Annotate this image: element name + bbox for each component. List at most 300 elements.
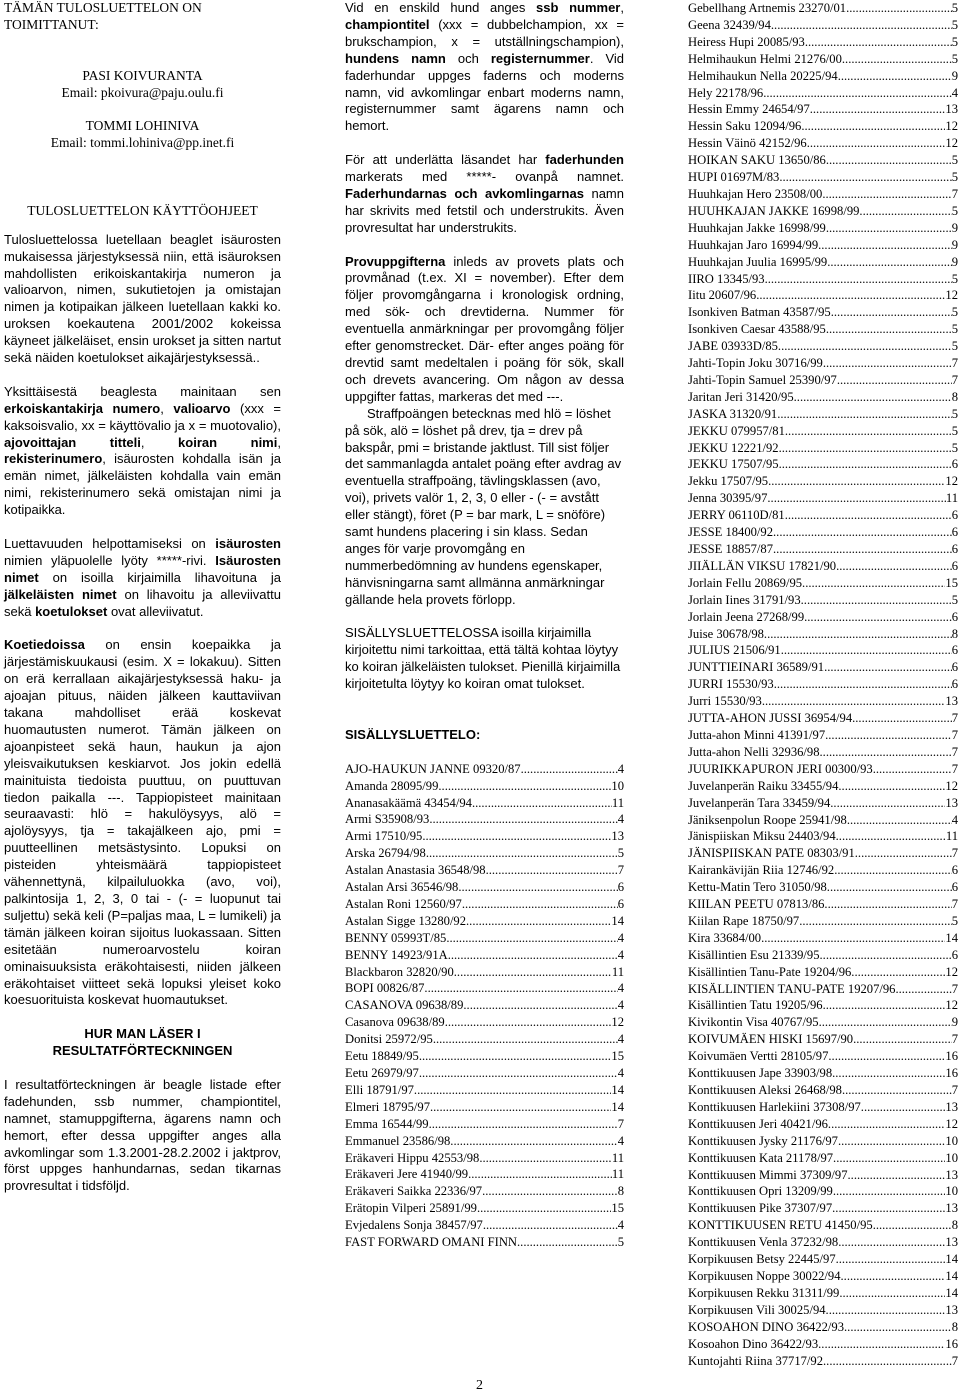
toc-entry[interactable]	[688, 118, 958, 135]
toc-entry-name: JIIÄLLÄN VIKSU 17821/90	[688, 558, 837, 573]
toc-entry-page: 14	[945, 1252, 958, 1267]
toc-entry[interactable]	[688, 1217, 958, 1234]
toc-entry-name: Ananasakäämä 43454/94	[345, 795, 472, 810]
toc-entry-name: Korpikuusen Noppe 30022/94	[688, 1268, 841, 1283]
toc-leader-dots	[818, 237, 952, 254]
toc-entry-name: Eräkaveri Jere 41940/99	[345, 1167, 469, 1182]
toc-entry[interactable]	[345, 1200, 624, 1217]
toc-entry[interactable]	[688, 169, 958, 186]
toc-entry[interactable]	[688, 541, 958, 558]
toc-entry-page: 15	[611, 1201, 624, 1216]
toc-entry[interactable]	[688, 152, 958, 169]
toc-entry-name: Jahti-Topin Samuel 25390/97	[688, 372, 837, 387]
toc-entry-name: Konttikuusen Jape 33903/98	[688, 1066, 833, 1081]
toc-entry-page: 6	[951, 947, 958, 962]
toc-entry-name: BOPI 00826/87	[345, 981, 425, 996]
toc-entry-page: 7	[951, 981, 958, 996]
text-run-bold: Faderhundarnas och avkomlingarnas	[345, 185, 584, 201]
toc-entry-name: KIILAN PEETU 07813/86	[688, 897, 825, 912]
toc-entry-page: 5	[951, 913, 958, 928]
toc-leader-dots	[838, 778, 945, 795]
toc-entry-page: 5	[951, 305, 958, 320]
toc-entry-name: Iitu 20607/96	[688, 288, 757, 303]
toc-entry-name: JUNTTIEINARI 36589/91	[688, 660, 825, 675]
text-run: on isoilla kirjaimilla lihavoituna ja	[38, 569, 281, 585]
toc-entry[interactable]	[688, 271, 958, 288]
toc-entry-name: Korpikuusen Rekku 31311/99	[688, 1285, 840, 1300]
toc-entry-name: JUTTA-AHON JUSSI 36954/94	[688, 711, 853, 726]
toc-entry-name: Konttikuusen Jysky 21176/97	[688, 1133, 838, 1148]
toc-entry-page: 9	[951, 68, 958, 83]
toc-entry-page: 8	[951, 1218, 958, 1233]
toc-entry-name: Astalan Arsi 36546/98	[345, 880, 459, 895]
text-run-bold: ssb nummer	[536, 0, 621, 15]
editor2-name: TOMMI LOHINIVA	[85, 118, 200, 134]
toc-entry[interactable]	[688, 51, 958, 68]
toc-entry-name: Eetu 18849/95	[345, 1049, 419, 1064]
toc-entry[interactable]	[688, 220, 958, 237]
guide-paragraph-3	[4, 536, 281, 621]
toc-entry[interactable]	[688, 85, 958, 102]
toc-entry-page: 12	[945, 474, 958, 489]
toc-leader-dots	[419, 1065, 618, 1082]
toc-entry-name: Erätopin Vilperi 25891/99	[345, 1201, 477, 1216]
toc-entry[interactable]	[688, 68, 958, 85]
toc-leader-dots	[838, 1133, 945, 1150]
toc-entry-page: 10	[611, 778, 624, 793]
toc-entry-page: 7	[951, 727, 958, 742]
toc-entry-name: Korpikuusen Vili 30025/94	[688, 1302, 826, 1317]
toc-entry[interactable]	[688, 676, 958, 693]
toc-entry[interactable]	[345, 1048, 624, 1065]
toc-entry-name: Jutta-ahon Nelli 32936/98	[688, 744, 820, 759]
toc-leader-dots	[832, 1200, 945, 1217]
toc-leader-dots	[839, 1285, 945, 1302]
toc-entry-name: Helmihaukun Nella 20225/94	[688, 68, 838, 83]
toc-entry-name: JUURIKKAPURON JERI 00300/93	[688, 761, 873, 776]
toc-entry-name: Armi S35908/93	[345, 812, 430, 827]
text-run-bold: Provuppgifterna	[345, 253, 446, 269]
toc-entry[interactable]	[345, 997, 624, 1014]
text-run: (xxx = kaksoisvalio, xx = käyttövalio ja x = muotovalio),	[4, 400, 281, 433]
toc-entry[interactable]	[688, 558, 958, 575]
toc-entry[interactable]	[688, 1116, 958, 1133]
toc-entry-name: Armi 17510/95	[345, 829, 423, 844]
toc-entry[interactable]	[688, 524, 958, 541]
toc-entry-page: 11	[611, 964, 624, 979]
toc-entry-name: Huuhkajan Hero 23508/00	[688, 186, 823, 201]
toc-leader-dots	[483, 1217, 618, 1234]
toc-entry[interactable]	[688, 304, 958, 321]
toc-entry[interactable]	[688, 812, 958, 829]
toc-entry-page: 15	[611, 1049, 624, 1064]
toc-entry[interactable]	[688, 896, 958, 913]
toc-entry-name: JESSE 18400/92	[688, 525, 774, 540]
toc-entry[interactable]	[688, 997, 958, 1014]
toc-entry-page: 13	[945, 1167, 958, 1182]
toc-entry-page: 11	[611, 1150, 624, 1165]
toc-entry[interactable]	[688, 1099, 958, 1116]
toc-leader-dots	[422, 828, 611, 845]
toc-entry-page: 6	[951, 558, 958, 573]
toc-leader-dots	[777, 406, 951, 423]
toc-entry-name: Isonkiven Batman 43587/95	[688, 305, 831, 320]
toc-leader-dots	[823, 997, 946, 1014]
toc-entry-name: Jorlain Jeena 27268/99	[688, 609, 805, 624]
toc-entry[interactable]	[688, 473, 958, 490]
toc-entry[interactable]	[688, 456, 958, 473]
toc-entry[interactable]	[688, 693, 958, 710]
toc-entry[interactable]	[688, 1234, 958, 1251]
text-run-bold: koiran nimi	[178, 434, 278, 450]
toc-entry[interactable]	[345, 879, 624, 896]
toc-entry-page: 4	[617, 998, 624, 1013]
swedish-paragraph-3	[345, 152, 624, 237]
toc-entry-page: 5	[951, 322, 958, 337]
toc-entry-page: 13	[945, 1099, 958, 1114]
toc-entry-name: Emma 16544/99	[345, 1116, 429, 1131]
toc-entry[interactable]	[345, 980, 624, 997]
toc-entry[interactable]	[345, 761, 624, 778]
toc-entry[interactable]	[688, 879, 958, 896]
toc-entry[interactable]	[688, 1200, 958, 1217]
toc-entry-page: 4	[617, 947, 624, 962]
toc-leader-dots	[826, 1302, 946, 1319]
toc-leader-dots	[844, 1319, 952, 1336]
toc-entry[interactable]	[688, 642, 958, 659]
toc-entry-page: 10	[945, 1184, 958, 1199]
toc-entry[interactable]	[688, 659, 958, 676]
toc-entry-page: 7	[951, 1083, 958, 1097]
toc-entry[interactable]	[688, 34, 958, 51]
toc-entry[interactable]	[688, 1302, 958, 1319]
toc-entry-page: 6	[951, 457, 958, 472]
toc-entry[interactable]	[688, 1183, 958, 1200]
toc-entry-name: Helmihaukun Helmi 21276/00	[688, 51, 842, 66]
toc-entry-page: 4	[617, 930, 624, 945]
toc-entry-name: Astalan Roni 12560/97	[345, 896, 462, 911]
toc-entry[interactable]	[345, 1133, 624, 1150]
toc-entry[interactable]	[688, 1336, 958, 1353]
toc-entry-page: 5	[951, 203, 958, 218]
swedish-heading-line-2: RESULTATFÖRTECKNINGEN	[52, 1043, 233, 1059]
toc-entry-name: JESSE 18857/87	[688, 542, 774, 556]
toc-entry[interactable]	[345, 811, 624, 828]
toc-entry-page: 4	[951, 85, 958, 100]
toc-entry[interactable]	[688, 1353, 958, 1370]
toc-entry-name: Gebellhang Artnemis 23270/01	[688, 1, 847, 15]
toc-entry[interactable]	[688, 17, 958, 34]
toc-entry[interactable]	[688, 1133, 958, 1150]
toc-entry[interactable]	[688, 795, 958, 812]
toc-entry[interactable]	[345, 778, 624, 795]
toc-entry[interactable]	[345, 1183, 624, 1200]
toc-entry[interactable]	[688, 626, 958, 643]
toc-leader-dots	[810, 101, 946, 118]
toc-entry[interactable]	[688, 389, 958, 406]
toc-entry-page: 12	[945, 964, 958, 979]
toc-leader-dots	[824, 896, 951, 913]
toc-entry[interactable]	[345, 845, 624, 862]
toc-entry-page: 5	[951, 423, 958, 438]
toc-entry[interactable]	[688, 1082, 958, 1099]
toc-entry-name: JASKA 31320/91	[688, 406, 778, 421]
toc-entry-name: KOSOAHON DINO 36422/93	[688, 1319, 845, 1334]
text-run: ,	[277, 434, 281, 450]
toc-entry[interactable]	[688, 237, 958, 254]
toc-entry-name: Jorlain Fellu 20869/95	[688, 575, 803, 590]
toc-entry-page: 14	[945, 1268, 958, 1283]
toc-leader-dots	[419, 1048, 612, 1065]
toc-leader-dots	[468, 1166, 612, 1183]
toc-entry[interactable]	[345, 1150, 624, 1167]
toc-entry[interactable]	[688, 913, 958, 930]
toc-entry-name: AJO-HAUKUN JANNE 09320/87	[345, 761, 521, 776]
toc-entry-page: 7	[951, 1353, 958, 1368]
toc-leader-dots	[466, 913, 611, 930]
toc-entry-name: JERRY 06110D/81	[688, 508, 785, 523]
toc-leader-dots	[773, 541, 952, 558]
toc-entry-page: 14	[945, 930, 958, 945]
toc-entry[interactable]	[688, 609, 958, 626]
toc-entry-name: Konttikuusen Pike 37307/97	[688, 1201, 833, 1216]
toc-entry-page: 6	[951, 660, 958, 675]
toc-entry-page: 7	[951, 186, 958, 201]
toc-entry-name: Heiress Hupi 20085/93	[688, 34, 805, 49]
editor1-email: Email: pkoivura@paju.oulu.fi	[61, 84, 224, 100]
toc-entry-name: Jaritan Jeri 31420/95	[688, 389, 794, 404]
toc-leader-dots	[479, 1150, 612, 1167]
editor2-email: Email: tommi.lohiniva@pp.inet.fi	[50, 135, 235, 151]
toc-entry[interactable]	[688, 254, 958, 271]
toc-entry-page: 5	[951, 440, 958, 455]
toc-leader-dots	[463, 997, 617, 1014]
toc-entry[interactable]	[688, 981, 958, 998]
toc-entry-page: 13	[945, 102, 958, 117]
toc-entry[interactable]	[688, 1319, 958, 1336]
toc-leader-dots	[486, 862, 618, 879]
toc-entry[interactable]	[688, 778, 958, 795]
toc-entry-page: 5	[951, 592, 958, 607]
toc-leader-dots	[895, 981, 951, 998]
text-run: ovat alleviivatut.	[107, 603, 204, 619]
toc-entry[interactable]	[688, 947, 958, 964]
toc-entry[interactable]	[688, 507, 958, 524]
guide-heading: TULOSLUETTELON KÄYTTÖOHJEET	[27, 202, 258, 218]
toc-leader-dots	[802, 575, 945, 592]
toc-entry-page: 12	[611, 1015, 624, 1030]
toc-entry[interactable]	[345, 1082, 624, 1099]
toc-entry-name: Huuhkajan Jaro 16994/99	[688, 237, 819, 252]
toc-entry[interactable]	[688, 845, 958, 862]
toc-leader-dots	[847, 812, 952, 829]
toc-entry[interactable]	[345, 1234, 624, 1251]
toc-entry[interactable]	[688, 1167, 958, 1184]
toc-entry[interactable]	[345, 1116, 624, 1133]
toc-leader-dots	[852, 710, 952, 727]
toc-entry[interactable]	[688, 490, 958, 507]
toc-entry-name: HUUHKAJAN JAKKE 16998/99	[688, 203, 860, 218]
toc-leader-dots	[454, 964, 612, 981]
toc-leader-dots	[482, 1183, 618, 1200]
toc-entry[interactable]	[688, 761, 958, 778]
text-run: ,	[620, 0, 624, 15]
toc-entry-name: HUPI 01697M/83	[688, 170, 780, 185]
toc-entry[interactable]	[345, 1217, 624, 1234]
toc-entry[interactable]	[688, 338, 958, 355]
toc-entry-name: Jekku 17507/95	[688, 474, 769, 489]
toc-entry[interactable]	[688, 440, 958, 457]
toc-entry-name: Huuhkajan Jakke 16998/99	[688, 220, 826, 235]
toc-leader-dots	[794, 389, 952, 406]
toc-leader-dots	[521, 761, 618, 778]
toc-entry[interactable]	[688, 406, 958, 423]
toc-entry-name: Jutta-ahon Minni 41391/97	[688, 727, 826, 742]
toc-entry-page: 13	[945, 1235, 958, 1250]
toc-entry[interactable]	[688, 372, 958, 389]
editors-heading: TÄMÄN TULOSLUETTELON ON TOIMITTANUT:	[4, 0, 202, 32]
toc-leader-dots	[424, 980, 617, 997]
toc-entry[interactable]	[688, 1014, 958, 1031]
toc-entry[interactable]	[345, 1065, 624, 1082]
toc-entry[interactable]	[345, 828, 624, 845]
toc-entry[interactable]	[345, 964, 624, 981]
toc-entry-name: Jorlain Iines 31791/93	[688, 592, 801, 607]
toc-entry[interactable]	[688, 135, 958, 152]
toc-entry-name: Konttikuusen Kata 21178/97	[688, 1150, 834, 1165]
toc-entry[interactable]	[688, 0, 958, 17]
toc-leader-dots	[833, 1150, 945, 1167]
text-run: ,	[140, 434, 179, 450]
toc-entry[interactable]	[688, 930, 958, 947]
toc-entry[interactable]	[688, 1065, 958, 1082]
toc-leader-dots	[828, 1048, 945, 1065]
toc-leader-dots	[430, 1099, 611, 1116]
toc-leader-dots	[837, 372, 952, 389]
toc-entry-page: 4	[617, 812, 624, 827]
toc-entry[interactable]	[345, 1014, 624, 1031]
text-run: inleds av provets plats och provmånad (t.ex. XI = november). Efter dem följer provomgångarna i kronologisk ordning, med sök- och drevtiderna. Nummer för eventuella anmärkningar per provomgång följer efter genomstrecket. Där- efter anges poäng för drevtid samt medeltalen i poäng för sök, skall och drevets avancering. Om någon av dessa uppgifter fattas, markeras det med ---.	[345, 253, 624, 404]
text-run-bold: Isäurosten nimet	[4, 552, 281, 585]
toc-entry[interactable]	[688, 1048, 958, 1065]
toc-entry-page: 4	[617, 1032, 624, 1047]
editor1-name: PASI KOIVURANTA	[82, 67, 203, 83]
toc-leader-dots	[851, 964, 945, 981]
toc-entry-name: Kiilan Rape 18750/97	[688, 913, 800, 928]
toc-entry[interactable]	[688, 1031, 958, 1048]
toc-leader-dots	[429, 811, 617, 828]
toc-entry[interactable]	[688, 186, 958, 203]
toc-entry-name: Kivikontin Visa 40767/95	[688, 1015, 819, 1030]
toc-leader-dots	[458, 879, 617, 896]
toc-entry-page: 9	[951, 237, 958, 252]
toc-leader-dots	[426, 845, 618, 862]
toc-entry[interactable]	[345, 930, 624, 947]
toc-entry[interactable]	[688, 1150, 958, 1167]
toc-entry[interactable]	[688, 355, 958, 372]
toc-entry[interactable]	[688, 727, 958, 744]
toc-entry[interactable]	[688, 964, 958, 981]
toc-leader-dots	[820, 947, 952, 964]
toc-entry-page: 4	[617, 761, 624, 776]
toc-leader-dots	[768, 473, 945, 490]
swedish-paragraph-2	[345, 0, 624, 135]
toc-leader-dots	[477, 1200, 611, 1217]
text-run: För att underlätta läsandet har	[345, 152, 546, 168]
toc-leader-dots	[827, 254, 951, 271]
toc-entry[interactable]	[688, 203, 958, 220]
toc-entry[interactable]	[688, 575, 958, 592]
toc-entry-page: 11	[945, 491, 958, 506]
text-run: ,	[160, 400, 174, 416]
toc-entry[interactable]	[688, 423, 958, 440]
toc-entry-name: Eräkaveri Hippu 42553/98	[345, 1150, 480, 1165]
toc-entry-page: 8	[951, 626, 958, 641]
toc-leader-dots	[771, 17, 952, 34]
toc-entry[interactable]	[345, 795, 624, 812]
toc-entry[interactable]	[688, 828, 958, 845]
toc-entry-page: 11	[945, 829, 958, 844]
toc-entry-name: BENNY 14923/91A	[345, 947, 448, 962]
toc-entry-name: CASANOVA 09638/89	[345, 998, 464, 1013]
toc-entry[interactable]	[688, 592, 958, 609]
toc-entry[interactable]	[688, 1285, 958, 1302]
toc-entry[interactable]	[345, 1166, 624, 1183]
toc-entry[interactable]	[345, 1031, 624, 1048]
toc-entry-name: Eetu 26979/97	[345, 1066, 419, 1080]
toc-entry-name: Jäniksenpolun Roope 25941/98	[688, 812, 847, 827]
toc-entry-page: 5	[951, 51, 958, 66]
toc-entry[interactable]	[688, 1251, 958, 1268]
toc-entry[interactable]	[345, 896, 624, 913]
toc-entry-name: Casanova 09638/89	[345, 1015, 445, 1030]
toc-leader-dots	[785, 423, 952, 440]
toc-entry-name: Konttikuusen Aleksi 26468/98	[688, 1083, 842, 1097]
toc-entry-name: Arska 26794/98	[345, 846, 426, 861]
toc-leader-dots	[778, 338, 952, 355]
toc-entry-page: 5	[951, 339, 958, 354]
text-run-bold: valioarvo	[173, 400, 231, 416]
toc-entry-page: 12	[945, 998, 958, 1013]
toc-leader-dots	[517, 1234, 618, 1251]
toc-entry[interactable]	[345, 1099, 624, 1116]
column-swedish-instructions	[345, 0, 624, 1251]
toc-leader-dots	[838, 1234, 945, 1251]
toc-entry[interactable]	[688, 1268, 958, 1285]
toc-entry-name: Kuntojahti Riina 37717/92	[688, 1353, 824, 1368]
toc-leader-dots	[827, 879, 952, 896]
text-run-bold: ajovoittajan titteli	[4, 434, 141, 450]
column-toc-continued	[688, 0, 958, 1369]
toc-entry-page: 7	[617, 1116, 624, 1131]
toc-entry-page: 4	[617, 1066, 624, 1080]
toc-entry[interactable]	[688, 321, 958, 338]
toc-entry[interactable]	[688, 287, 958, 304]
text-run-bold: registernummer	[490, 50, 590, 66]
toc-leader-dots	[785, 507, 952, 524]
toc-entry[interactable]	[688, 744, 958, 761]
toc-entry[interactable]	[688, 862, 958, 879]
toc-entry[interactable]	[688, 101, 958, 118]
toc-entry[interactable]	[345, 913, 624, 930]
toc-leader-dots	[833, 1183, 946, 1200]
toc-leader-dots	[831, 304, 952, 321]
toc-entry[interactable]	[345, 862, 624, 879]
toc-entry[interactable]	[345, 947, 624, 964]
toc-entry-name: Hessin Emmy 24654/97	[688, 102, 810, 117]
toc-entry-name: Kisällintien Tatu 19205/96	[688, 998, 823, 1013]
toc-entry[interactable]	[688, 710, 958, 727]
